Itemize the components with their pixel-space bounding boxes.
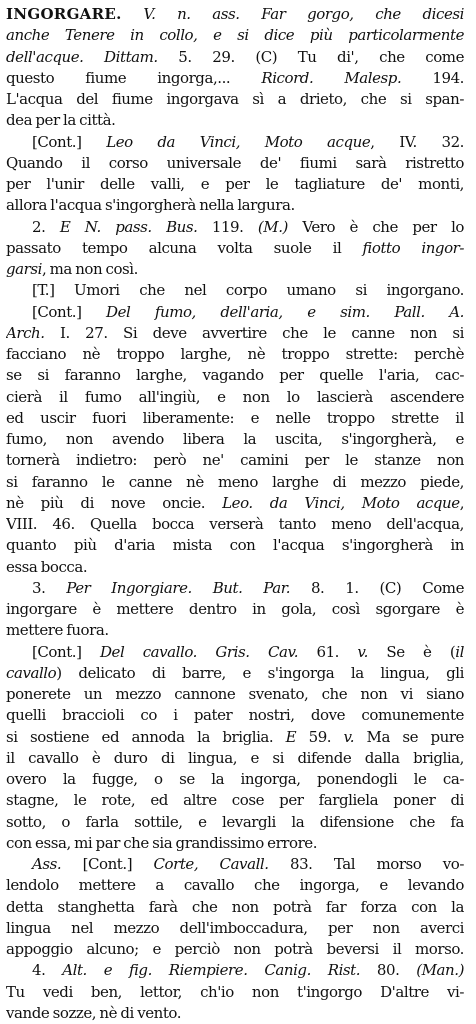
body-text: sotto, o farla sottile, e levargli la difensione che fa [6, 812, 464, 831]
text-line [6, 535, 464, 556]
body-text: con essa, mi par che sia grandissimo errore. [6, 833, 318, 852]
body-text: allora l'acqua s'ingorgherà nella largura. [6, 196, 295, 215]
body-text: [Cont.] [32, 302, 107, 321]
text-line [6, 89, 464, 110]
text-line [6, 47, 464, 68]
body-text: questo fiume ingorga,... [6, 68, 262, 87]
citation-text: fiotto ingor- [362, 238, 464, 257]
body-text: 61. [298, 642, 358, 661]
headword: INGORGARE. [6, 5, 122, 23]
text-line [6, 578, 464, 599]
body-text: 59. [296, 727, 344, 746]
citation-text: Arch. [6, 323, 45, 342]
text-line [6, 705, 464, 726]
body-text: vande sozze, nè di vento. [6, 1003, 182, 1022]
citation-text: Corte, Cavall. [153, 855, 269, 873]
text-line [6, 68, 464, 89]
text-line [6, 493, 464, 514]
body-text: cierà il fumo all'ingiù, e non lo lascierà ascendere [6, 387, 464, 406]
body-text: [Cont.] [61, 855, 154, 873]
body-text: [T.] Umori che nel corpo umano si ingorgano. [32, 281, 464, 300]
citation-text: E N. pass. Bus. [59, 217, 198, 236]
body-text: 8. 1. (C) Come [290, 578, 464, 597]
body-text: 5. 29. (C) Tu di', che come [157, 47, 464, 66]
body-text: , IV. 32. [370, 132, 464, 151]
text-line [6, 599, 464, 620]
text-line [6, 514, 464, 535]
body-text: quelli braccioli co i pater nostri, dove comunemente [6, 706, 464, 725]
body-text: quanto più d'aria mista con l'acqua s'ingorgherà in [6, 536, 464, 555]
body-text: [Cont.] [32, 642, 100, 661]
body-text: L'acqua del fiume ingorgava sì a drieto, che si span- [6, 90, 464, 108]
text-line [6, 897, 464, 918]
text-line [6, 408, 464, 429]
body-text: ) delicato di barre, e s'ingorga la lingua, gli [56, 663, 464, 682]
text-line [6, 259, 464, 280]
body-text: lingua nel mezzo dell'imboccadura, per non averci [6, 918, 464, 937]
body-text: se si faranno larghe, vagando per quelle l'aria, cac- [6, 366, 464, 385]
body-text: lendolo mettere a cavallo che ingorga, e levando [6, 876, 464, 895]
text-line [6, 110, 464, 131]
body-text: overo la fugge, o se la ingorga, ponendogli le ca- [6, 770, 464, 788]
body-text: Tu vedi ben, lettor, ch'io non t'ingorgo D'altre vi- [6, 982, 464, 1001]
text-line [6, 238, 464, 259]
text-line [6, 684, 464, 705]
text-line [6, 727, 464, 748]
citation-text: garsi [6, 260, 42, 278]
citation-text: v. [357, 642, 368, 661]
citation-text: (M.) [257, 217, 288, 236]
text-line [6, 344, 464, 365]
text-line [6, 812, 464, 833]
body-text: facciano nè troppo larghe, nè troppo strette: perchè [6, 345, 464, 363]
body-text: ingorgare è mettere dentro in gola, così sgorgare è [6, 600, 464, 618]
citation-text: v. [343, 727, 355, 746]
body-text: Se è ( [367, 642, 456, 661]
body-text: detta stanghetta farà che non potrà far forza con la [6, 897, 464, 916]
citation-text: Per Ingorgiare. But. Par. [66, 578, 291, 597]
text-line [6, 557, 464, 578]
entry-text [6, 4, 464, 1024]
body-text: per l'unir delle valli, e per le tagliature de' monti, [6, 175, 464, 193]
text-line [6, 1003, 464, 1024]
text-line [6, 195, 464, 216]
body-text: Quando il corso universale de' fiumi sarà ristretto [6, 153, 464, 172]
body-text: VIII. 46. Quella bocca verserà tanto meno dell'acqua, [6, 515, 464, 533]
citation-text: E [285, 727, 297, 746]
citation-text: Del fumo, dell'aria, e sim. Pall. A. [106, 302, 464, 321]
text-line [6, 450, 464, 471]
text-line [6, 875, 464, 896]
body-text: si faranno le canne nè meno larghe di mezzo piede, [6, 472, 464, 491]
body-text: dea per la città. [6, 111, 116, 130]
text-line [6, 620, 464, 641]
body-text: essa bocca. [6, 557, 88, 576]
body-text: 80. [360, 961, 417, 980]
text-line [6, 939, 464, 960]
body-text: fumo, non avendo libera la uscita, s'ingorgherà, e [6, 430, 464, 448]
text-line [6, 790, 464, 811]
citation-text: Leo. da Vinci, Moto acque [222, 493, 460, 512]
text-line [6, 365, 464, 386]
text-line [6, 663, 464, 684]
body-text: 3. [32, 578, 67, 597]
text-line [6, 302, 464, 323]
text-line [6, 854, 464, 875]
citation-text: Leo da Vinci, Moto acque [106, 132, 371, 151]
body-text: il cavallo è duro di lingua, e si difende dalla briglia, [6, 748, 464, 767]
citation-text: V. n. ass. Far gorgo, che dicesi [143, 5, 464, 23]
body-text: 194. [401, 68, 464, 87]
body-text: stagne, le rote, ed altre cose per fargliela poner di [6, 791, 464, 810]
body-text: Vero è che per lo [287, 217, 464, 236]
text-line [6, 960, 464, 981]
body-text: I. 27. Si deve avvertire che le canne non si [44, 323, 464, 342]
text-line [6, 472, 464, 493]
citation-text: anche Tenere in collo, e si dice più particolarmente [6, 26, 464, 45]
text-line [6, 833, 464, 854]
text-line [6, 429, 464, 450]
body-text: 2. [32, 217, 60, 236]
text-line [6, 4, 464, 25]
text-line [6, 982, 464, 1003]
text-line [6, 132, 464, 153]
text-line [6, 387, 464, 408]
text-line [6, 25, 464, 46]
citation-text: Ass. [32, 855, 62, 873]
citation-text: cavallo [6, 663, 57, 682]
body-text: si sostiene ed annoda la briglia. [6, 727, 286, 746]
citation-text: Alt. e fig. Riempiere. Canig. Rist. [62, 961, 361, 980]
body-text: passato tempo alcuna volta suole il [6, 238, 363, 257]
text-line [6, 769, 464, 790]
text-line [6, 748, 464, 769]
text-line [6, 217, 464, 238]
body-text: 83. Tal morso vo- [268, 855, 464, 873]
text-line [6, 174, 464, 195]
body-text: ed uscir fuori liberamente: e nelle troppo strette il [6, 408, 464, 427]
citation-text: dell'acque. Dittam. [6, 47, 158, 66]
body-text: , [459, 493, 464, 512]
text-line [6, 323, 464, 344]
body-text: Ma se pure [354, 727, 464, 746]
text-line [6, 280, 464, 301]
text-line [6, 918, 464, 939]
body-text: , ma non così. [41, 260, 138, 278]
citation-text: Del cavallo. Gris. Cav. [99, 642, 299, 661]
body-text: nè più di nove oncie. [6, 493, 223, 512]
body-text: tornerà indietro: però ne' camini per le stanze non [6, 451, 464, 470]
text-line [6, 153, 464, 174]
citation-text: (Man.) [416, 961, 464, 980]
body-text: 119. [197, 217, 258, 236]
citation-text: il [455, 642, 464, 661]
body-text: appoggio alcuno; e perciò non potrà beversi il morso. [6, 940, 464, 958]
citation-text: Ricord. Malesp. [261, 68, 402, 87]
body-text: mettere fuora. [6, 621, 109, 640]
body-text: 4. [32, 961, 63, 980]
body-text: ponerete un mezzo cannone svenato, che non vi siano [6, 685, 464, 703]
text-line [6, 642, 464, 663]
body-text: [Cont.] [32, 132, 107, 151]
